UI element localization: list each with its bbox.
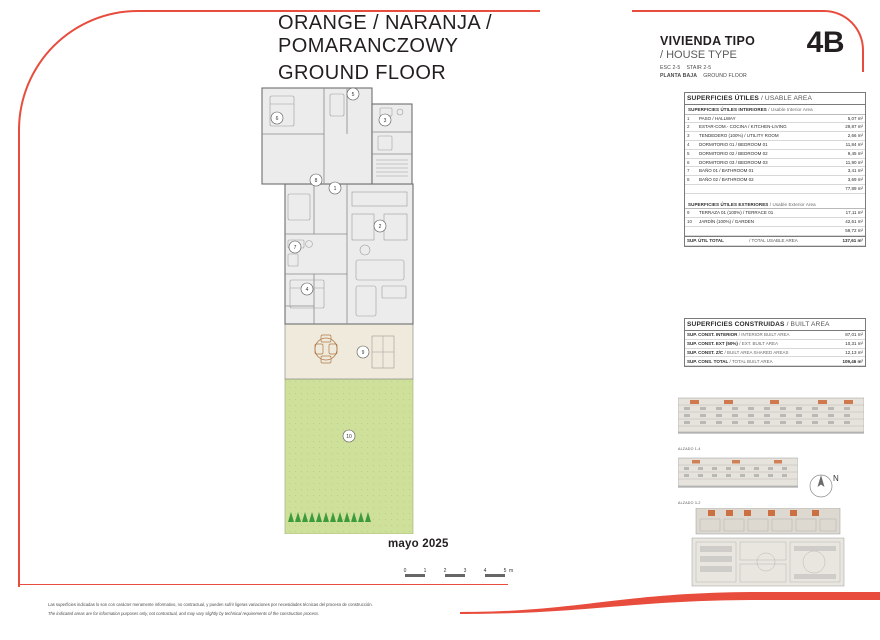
elevation-caption: ALZADO 3-2 [678,500,701,505]
table-row: 3 TENDEDERO (100%) / UTILITY ROOM 2,66 m² [685,132,865,141]
built-area-title: SUPERFICIES CONSTRUIDAS / BUILT AREA [685,319,865,331]
built-area-table [684,318,866,367]
compass-label: N [833,474,839,483]
title-line-1: ORANGE / NARANJA / POMARANCZOWY [278,12,492,57]
usable-interior-section-head: SUPERFICIES ÚTILES INTERIORES / Usable Interior Area [685,105,865,115]
svg-text:1: 1 [333,186,337,192]
usable-exterior-sum: 59,72 m² [685,226,865,235]
house-type-header [660,26,860,80]
svg-text:5: 5 [351,92,355,98]
scale-label: 0 [403,568,407,574]
footer-disclaimer [48,602,518,617]
table-row: 4 DORMITORIO 01 / BEDROOM 01 11,84 m² [685,140,865,149]
svg-text:7: 7 [293,245,297,251]
table-row: SUP. CONST. INTERIOR / INTERIOR BUILT AREA 87,01 m² [685,331,865,339]
table-row: 8 BAÑO 02 / BATHROOM 02 3,69 m² [685,176,865,185]
plan-date: mayo 2025 [388,538,449,550]
scale-unit: m [509,568,514,574]
table-row: SUP. CONST. EXT (50%) / EXT. BUILT AREA 10,31 m² [685,339,865,348]
elevation-2 [678,452,798,505]
table-row: SUP. ÚTIL TOTAL / TOTAL USABLE AREA 137,61 m² [685,236,865,245]
floor-label-en: GROUND FLOOR [703,72,747,79]
scale-label: 3 [463,568,467,574]
table-row: 2 ESTAR-COM.- COCINA / KITCHEN-LIVING 29,87 m² [685,123,865,132]
table-row: 1 PASO / HALLWAY 5,07 m² [685,115,865,123]
stair-label-en: STAIR 2-5 [686,65,712,71]
site-plan [678,508,858,593]
svg-text:8: 8 [314,178,318,184]
usable-area-title: SUPERFICIES ÚTILES / USABLE AREA [685,93,865,105]
svg-text:2: 2 [378,224,382,230]
usable-exterior-rows [685,209,865,235]
footer-text-es: Las superficies indicadas lo son con carácter meramente informativo, no contractual, y pueden sufrir ligeras variaciones por necesidades técnicas del proceso de construcción. [48,602,373,607]
table-row: 9 TERRAZA 01 (100%) / TERRACE 01 17,11 m² [685,209,865,217]
svg-text:9: 9 [361,350,365,356]
scale-label: 2 [443,568,447,574]
floor-plan [252,74,462,534]
table-row: SUP. CONS. TOTAL / TOTAL BUILT AREA 109,46 m² [685,357,865,366]
usable-interior-sum: 77,89 m² [685,185,865,194]
elevation-caption: ALZADO 1-4 [678,446,701,451]
footer-text-en: The indicated areas are for information purposes only, not contractual, and may vary slightly by technical requirements of the construction process. [48,610,320,616]
scale-label: 5 [503,568,507,574]
elevation-1 [678,392,864,451]
house-type-label-es: VIVIENDA TIPO [660,34,756,48]
svg-text:4: 4 [305,287,309,293]
title-line-2: GROUND FLOOR [278,62,447,84]
svg-text:3: 3 [383,118,387,124]
floor-label-es: PLANTA BAJA [660,72,698,79]
usable-total-row [685,236,865,246]
table-row: 5 DORMITORIO 02 / BEDROOM 02 9,45 m² [685,149,865,158]
svg-text:10: 10 [346,434,352,440]
table-row: 7 BAÑO 01 / BATHROOM 01 3,41 m² [685,167,865,176]
table-row: 10 JARDÍN (100%) / GARDEN 42,61 m² [685,218,865,227]
scale-bar [405,568,525,577]
scale-bar-graphic [405,574,505,577]
stair-label-es: ESC 2-5 [660,65,681,71]
usable-area-table [684,92,866,247]
scale-label: 4 [483,568,487,574]
compass-icon [806,468,840,502]
usable-interior-rows [685,115,865,194]
house-type-code: 4B [806,26,844,59]
decorative-frame-bottom [18,584,508,585]
table-row: SUP. CONST. Z/C / BUILT AREA SHARED AREAS 12,13 m² [685,348,865,357]
scale-label: 1 [423,568,427,574]
house-type-label-en: / HOUSE TYPE [660,49,737,61]
svg-text:6: 6 [275,116,279,122]
table-row: 6 DORMITORIO 03 / BEDROOM 03 11,90 m² [685,158,865,167]
usable-exterior-section-head: SUPERFICIES ÚTILES EXTERIORES / Usable Exterior Area [685,200,865,210]
built-area-rows [685,331,865,366]
